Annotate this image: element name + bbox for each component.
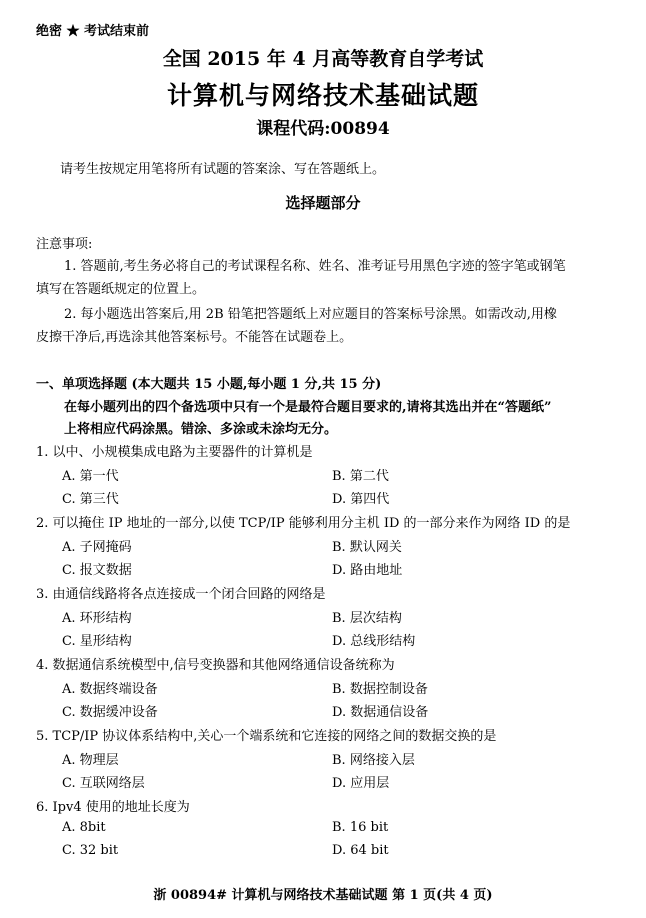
question-option: C. 报文数据 <box>62 563 132 578</box>
question-option: D. 64 bit <box>332 843 389 858</box>
question-option: D. 应用层 <box>332 776 390 791</box>
question-stem: 6. Ipv4 使用的地址长度为 <box>36 800 190 815</box>
question-option: C. 互联网络层 <box>62 776 145 791</box>
exam-title: 全国 2015 年 4 月高等教育自学考试 <box>162 48 484 70</box>
question-option: A. 环形结构 <box>62 611 132 626</box>
course-code: 课程代码:00894 <box>256 119 390 139</box>
question-option: A. 子网掩码 <box>62 540 132 555</box>
question-option: C. 32 bit <box>62 843 119 858</box>
question-option: D. 总线形结构 <box>332 634 416 649</box>
question-option: D. 路由地址 <box>332 563 403 578</box>
question-option: B. 网络接入层 <box>332 753 415 768</box>
question-stem: 2. 可以掩住 IP 地址的一部分,以使 TCP/IP 能够利用分主机 ID 的一部分来作为网络 ID 的是 <box>36 516 571 531</box>
note-line: 2. 每小题选出答案后,用 2B 铅笔把答题纸上对应题目的答案标号涂黑。如需改动,用橡 <box>64 307 557 322</box>
question-stem: 3. 由通信线路将各点连接成一个闭合回路的网络是 <box>36 587 326 602</box>
section-title: 选择题部分 <box>285 194 361 212</box>
page-footer: 浙 00894# 计算机与网络技术基础试题 第 1 页(共 4 页) <box>153 888 493 903</box>
question-option: B. 默认网关 <box>332 540 402 555</box>
question-stem: 1. 以中、小规模集成电路为主要器件的计算机是 <box>36 445 313 460</box>
question-option: A. 数据终端设备 <box>62 682 158 697</box>
question-option: D. 第四代 <box>332 492 390 507</box>
secret-label: 绝密 ★ 考试结束前 <box>36 24 150 39</box>
notes-title: 注意事项: <box>36 237 93 252</box>
question-option: A. 8bit <box>62 820 106 835</box>
question-option: B. 16 bit <box>332 820 389 835</box>
question-option: B. 第二代 <box>332 469 389 484</box>
question-option: C. 第三代 <box>62 492 119 507</box>
paper-title: 计算机与网络技术基础试题 <box>166 81 479 110</box>
part-one-desc: 上将相应代码涂黑。错涂、多涂或未涂均无分。 <box>64 422 338 437</box>
question-stem: 5. TCP/IP 协议体系结构中,关心一个端系统和它连接的网络之间的数据交换的是 <box>36 729 497 744</box>
note-line: 填写在答题纸规定的位置上。 <box>36 282 206 297</box>
question-option: B. 数据控制设备 <box>332 682 428 697</box>
question-option: D. 数据通信设备 <box>332 705 429 720</box>
answer-instruction: 请考生按规定用笔将所有试题的答案涂、写在答题纸上。 <box>60 162 386 177</box>
question-option: A. 第一代 <box>62 469 119 484</box>
question-option: A. 物理层 <box>62 753 119 768</box>
note-line: 1. 答题前,考生务必将自己的考试课程名称、姓名、准考证号用黑色字迹的签字笔或钢笔 <box>64 259 566 274</box>
question-option: C. 星形结构 <box>62 634 132 649</box>
note-line: 皮擦干净后,再选涂其他答案标号。不能答在试题卷上。 <box>36 330 353 345</box>
question-option: B. 层次结构 <box>332 611 402 626</box>
part-one-desc: 在每小题列出的四个备选项中只有一个是最符合题目要求的,请将其选出并在“答题纸” <box>64 400 552 415</box>
part-one-title: 一、单项选择题 (本大题共 15 小题,每小题 1 分,共 15 分) <box>36 377 382 392</box>
question-option: C. 数据缓冲设备 <box>62 705 158 720</box>
question-stem: 4. 数据通信系统模型中,信号变换器和其他网络通信设备统称为 <box>36 658 395 673</box>
